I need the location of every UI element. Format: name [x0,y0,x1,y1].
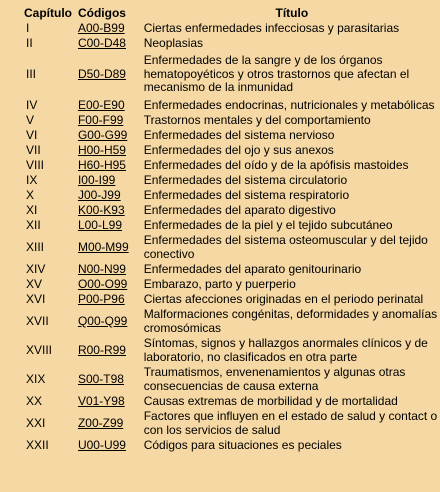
code-range-cell [74,233,140,262]
code-range-cell [74,98,140,113]
code-range-cell [74,365,140,394]
table-row [0,158,440,173]
chapter-title: Enfermedades del aparato digestivo [143,202,336,217]
table-row [0,98,440,113]
chapter-title: Enfermedades del ojo y sus anexos [143,142,334,157]
table-row [0,128,440,143]
code-range-cell [74,158,140,173]
code-range-link[interactable]: F00-F99 [77,112,124,127]
chapter-number: IV [26,97,38,112]
code-range-link[interactable]: Z00-Z99 [77,415,124,430]
chapter-number: V [26,112,35,127]
chapter-title: Códigos para situaciones es peciales [143,437,342,452]
code-range-link[interactable]: N00-N99 [77,261,126,276]
chapter-title: Enfermedades del sistema circulatorio [143,172,348,187]
code-range-link[interactable]: D50-D89 [77,66,126,81]
code-range-cell [74,113,140,128]
chapter-number: XIII [26,239,45,254]
chapter-number: III [26,66,37,81]
chapter-number: XV [26,276,43,291]
chapter-title: Síntomas, signos y hallazgos anormales clínicos y de laboratorio, no clasificados en otra parte [143,336,428,364]
chapter-number: II [26,35,33,50]
code-range-link[interactable]: V01-Y98 [77,393,125,408]
chapter-number: XXI [26,415,46,430]
chapter-title: Enfermedades del sistema nervioso [143,127,335,142]
table-row [0,143,440,158]
chapter-title: Enfermedades del sistema osteomuscular y del tejido conectivo [143,233,428,261]
code-range-link[interactable]: C00-D48 [77,35,126,50]
code-range-cell [74,203,140,218]
code-range-cell [74,438,140,453]
chapter-title: Enfermedades del oído y de la apófisis mastoides [143,157,409,172]
code-range-cell [74,21,140,36]
code-range-cell [74,409,140,438]
code-range-link[interactable]: P00-P96 [77,291,125,306]
table-row [0,277,440,292]
code-range-link[interactable]: Q00-Q99 [77,313,128,328]
chapter-title: Enfermedades endocrinas, nutricionales y metabólicas [143,97,435,112]
chapter-title: Traumatismos, envenenamientos y algunas otras consecuencias de causa externa [143,365,406,393]
header-capitulo: Capítulo [24,6,72,20]
table-row [0,21,440,36]
code-range-cell [74,36,140,51]
table-row [0,292,440,307]
code-range-cell [74,173,140,188]
code-range-link[interactable]: I00-I99 [77,172,116,187]
code-range-link[interactable]: R00-R99 [77,342,126,357]
chapter-number: I [26,20,30,35]
code-range-link[interactable]: H00-H59 [77,142,126,157]
table-row [0,173,440,188]
chapter-number: XXII [26,437,49,452]
chapter-number: XVI [26,291,46,306]
table-row [0,218,440,233]
code-range-cell [74,394,140,409]
chapter-number: VIII [26,157,45,172]
code-range-cell [74,262,140,277]
chapter-title: Enfermedades del aparato genitourinario [143,261,362,276]
table-row [0,113,440,128]
code-range-link[interactable]: E00-E90 [77,97,125,112]
chapter-number: XII [26,217,41,232]
code-range-cell [74,277,140,292]
chapter-title: Malformaciones congénitas, deformidades y anomalías cromosómicas [143,307,438,335]
table-row [0,36,440,51]
code-range-cell [74,143,140,158]
chapter-title: Trastornos mentales y del comportamiento [143,112,371,127]
header-titulo: Título [275,6,309,20]
table-body [0,21,440,453]
table-row [0,438,440,453]
code-range-link[interactable]: J00-J99 [77,187,121,202]
chapter-title: Ciertas enfermedades infecciosas y parasitarias [143,20,400,35]
code-range-link[interactable]: S00-T98 [77,371,124,386]
table-row [0,188,440,203]
code-range-cell [74,307,140,336]
chapter-number: XIV [26,261,46,276]
table-row [0,365,440,394]
chapter-number: XVIII [26,342,53,357]
table-row [0,262,440,277]
code-range-cell [74,51,140,98]
code-range-link[interactable]: K00-K93 [77,202,125,217]
table-row [0,336,440,365]
icd10-chapter-table [0,7,440,453]
chapter-number: X [26,187,35,202]
table-row [0,203,440,218]
code-range-cell [74,336,140,365]
code-range-link[interactable]: O00-O99 [77,276,128,291]
chapter-title: Enfermedades de la sangre y de los órganos hematopoyéticos y otros trastornos que afectan el mecanismo de la inmunidad [143,53,410,95]
code-range-link[interactable]: A00-B99 [77,20,125,35]
code-range-link[interactable]: M00-M99 [77,239,129,254]
code-range-link[interactable]: U00-U99 [77,437,126,452]
code-range-cell [74,128,140,143]
chapter-number: IX [26,172,38,187]
chapter-number: XVII [26,313,49,328]
table-row [0,233,440,262]
code-range-link[interactable]: G00-G99 [77,127,128,142]
chapter-number: XX [26,393,43,408]
chapter-number: VI [26,127,38,142]
chapter-title: Enfermedades del sistema respiratorio [143,187,350,202]
chapter-title: Causas extremas de morbilidad y de mortalidad [143,393,398,408]
chapter-title: Factores que influyen en el estado de salud y contact o con los servicios de salud [143,409,438,437]
code-range-cell [74,188,140,203]
table-header-row [0,7,440,21]
chapter-title: Neoplasias [143,35,204,50]
table-row [0,51,440,98]
code-range-cell [74,292,140,307]
chapter-number: XIX [26,371,46,386]
chapter-title: Ciertas afecciones originadas en el periodo perinatal [143,291,424,306]
code-range-cell [74,218,140,233]
chapter-number: VII [26,142,41,157]
chapter-title: Enfermedades de la piel y el tejido subcutáneo [143,217,393,232]
chapter-number: XI [26,202,38,217]
header-codigos: Códigos [77,6,126,20]
code-range-link[interactable]: H60-H95 [77,157,126,172]
table-row [0,409,440,438]
table-row [0,307,440,336]
table-row [0,394,440,409]
chapter-title: Embarazo, parto y puerperio [143,276,296,291]
code-range-link[interactable]: L00-L99 [77,217,122,232]
